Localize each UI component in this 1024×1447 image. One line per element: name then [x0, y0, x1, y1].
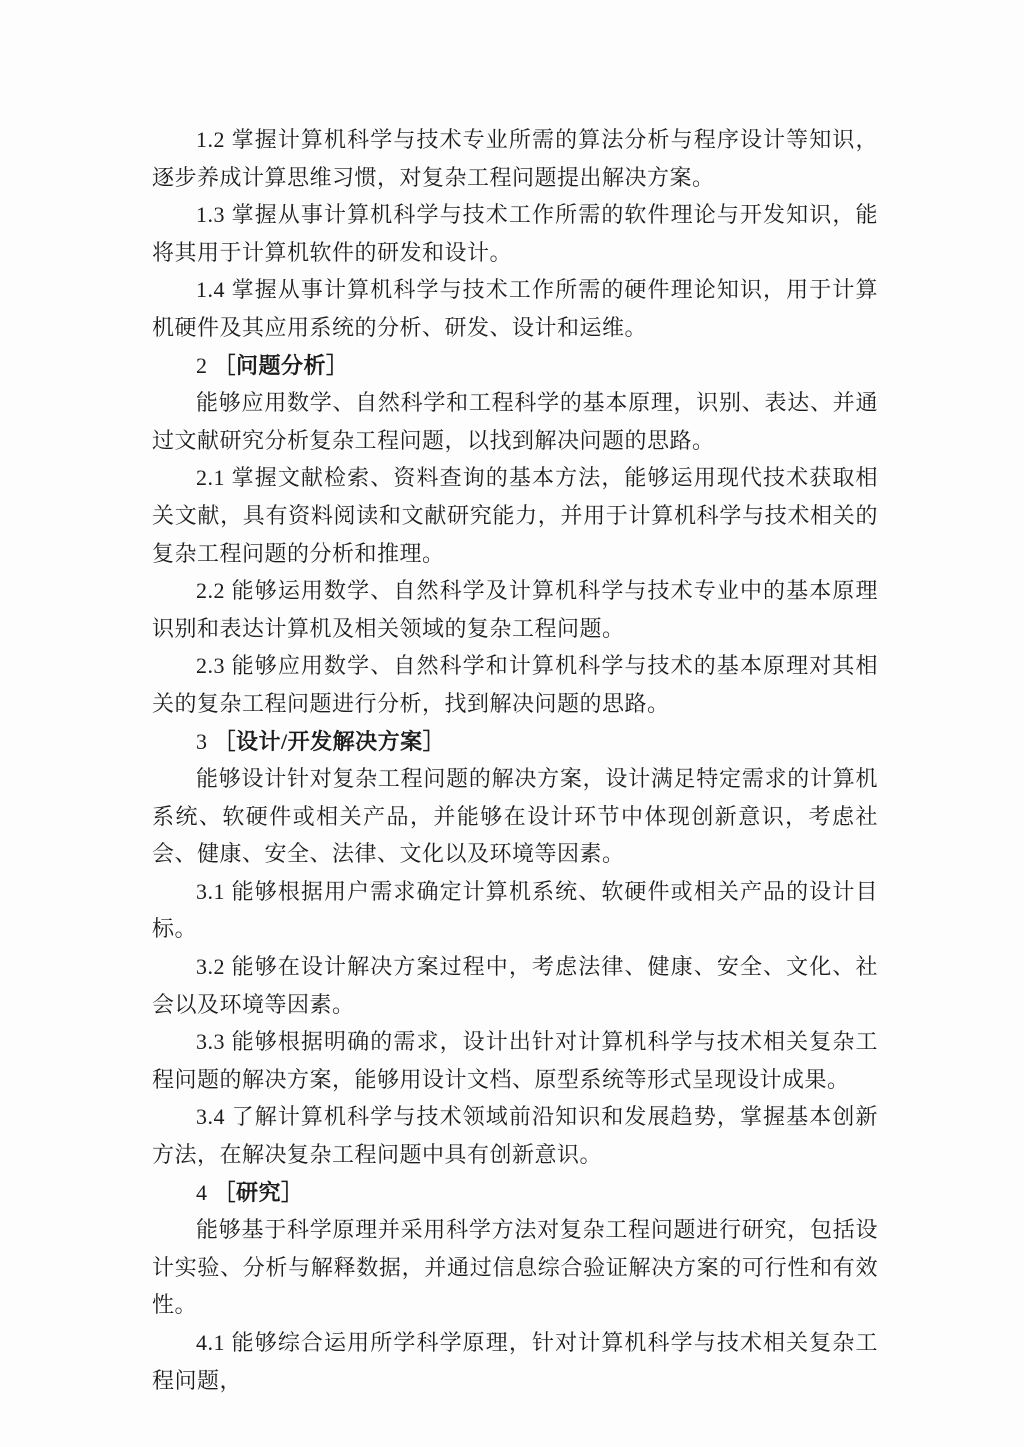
- paragraph: 2.3 能够应用数学、自然科学和计算机科学与技术的基本原理对其相关的复杂工程问题进行分析，找到解决问题的思路。: [152, 653, 878, 716]
- paragraph: 2.1 掌握文献检索、资料查询的基本方法，能够运用现代技术获取相关文献，具有资料阅读和文献研究能力，并用于计算机科学与技术相关的复杂工程问题的分析和推理。: [152, 465, 878, 566]
- paragraph: 能够应用数学、自然科学和工程科学的基本原理，识别、表达、并通过文献研究分析复杂工程问题，以找到解决问题的思路。: [152, 390, 878, 453]
- paragraph: 2.2 能够运用数学、自然科学及计算机科学与技术专业中的基本原理识别和表达计算机及相关领域的复杂工程问题。: [152, 578, 878, 641]
- paragraph: 4.1 能够综合运用所学科学原理，针对计算机科学与技术相关复杂工程问题，: [152, 1330, 878, 1393]
- section-number: 4: [196, 1179, 208, 1205]
- paragraph: 3.3 能够根据明确的需求，设计出针对计算机科学与技术相关复杂工程问题的解决方案，能够用设计文档、原型系统等形式呈现设计成果。: [152, 1029, 878, 1092]
- paragraph: 1.2 掌握计算机科学与技术专业所需的算法分析与程序设计等知识，逐步养成计算思维习惯，对复杂工程问题提出解决方案。: [152, 127, 878, 190]
- section-number: 2: [196, 352, 208, 378]
- paragraph: 3.2 能够在设计解决方案过程中，考虑法律、健康、安全、文化、社会以及环境等因素。: [152, 954, 878, 1017]
- paragraph: 3.4 了解计算机科学与技术领域前沿知识和发展趋势，掌握基本创新方法，在解决复杂工程问题中具有创新意识。: [152, 1104, 878, 1168]
- section-heading-3: [152, 723, 878, 761]
- section-heading-2: [152, 347, 878, 385]
- paragraph: 能够基于科学原理并采用科学方法对复杂工程问题进行研究，包括设计实验、分析与解释数据，并通过信息综合验证解决方案的可行性和有效性。: [152, 1217, 878, 1318]
- paragraph: 1.3 掌握从事计算机科学与技术工作所需的软件理论与开发知识，能将其用于计算机软件的研发和设计。: [152, 202, 878, 265]
- paragraph: 1.4 掌握从事计算机科学与技术工作所需的硬件理论知识，用于计算机硬件及其应用系统的分析、研发、设计和运维。: [152, 277, 878, 340]
- section-title: ［设计/开发解决方案］: [213, 728, 446, 754]
- paragraph: 能够设计针对复杂工程问题的解决方案，设计满足特定需求的计算机系统、软硬件或相关产品，并能够在设计环节中体现创新意识，考虑社会、健康、安全、法律、文化以及环境等因素。: [152, 766, 878, 867]
- section-number: 3: [196, 728, 208, 754]
- section-title: ［问题分析］: [213, 352, 349, 378]
- document-body: [152, 121, 878, 1399]
- paragraph: 3.1 能够根据用户需求确定计算机系统、软硬件或相关产品的设计目标。: [152, 878, 878, 942]
- section-title: ［研究］: [213, 1179, 304, 1205]
- section-heading-4: [152, 1174, 878, 1212]
